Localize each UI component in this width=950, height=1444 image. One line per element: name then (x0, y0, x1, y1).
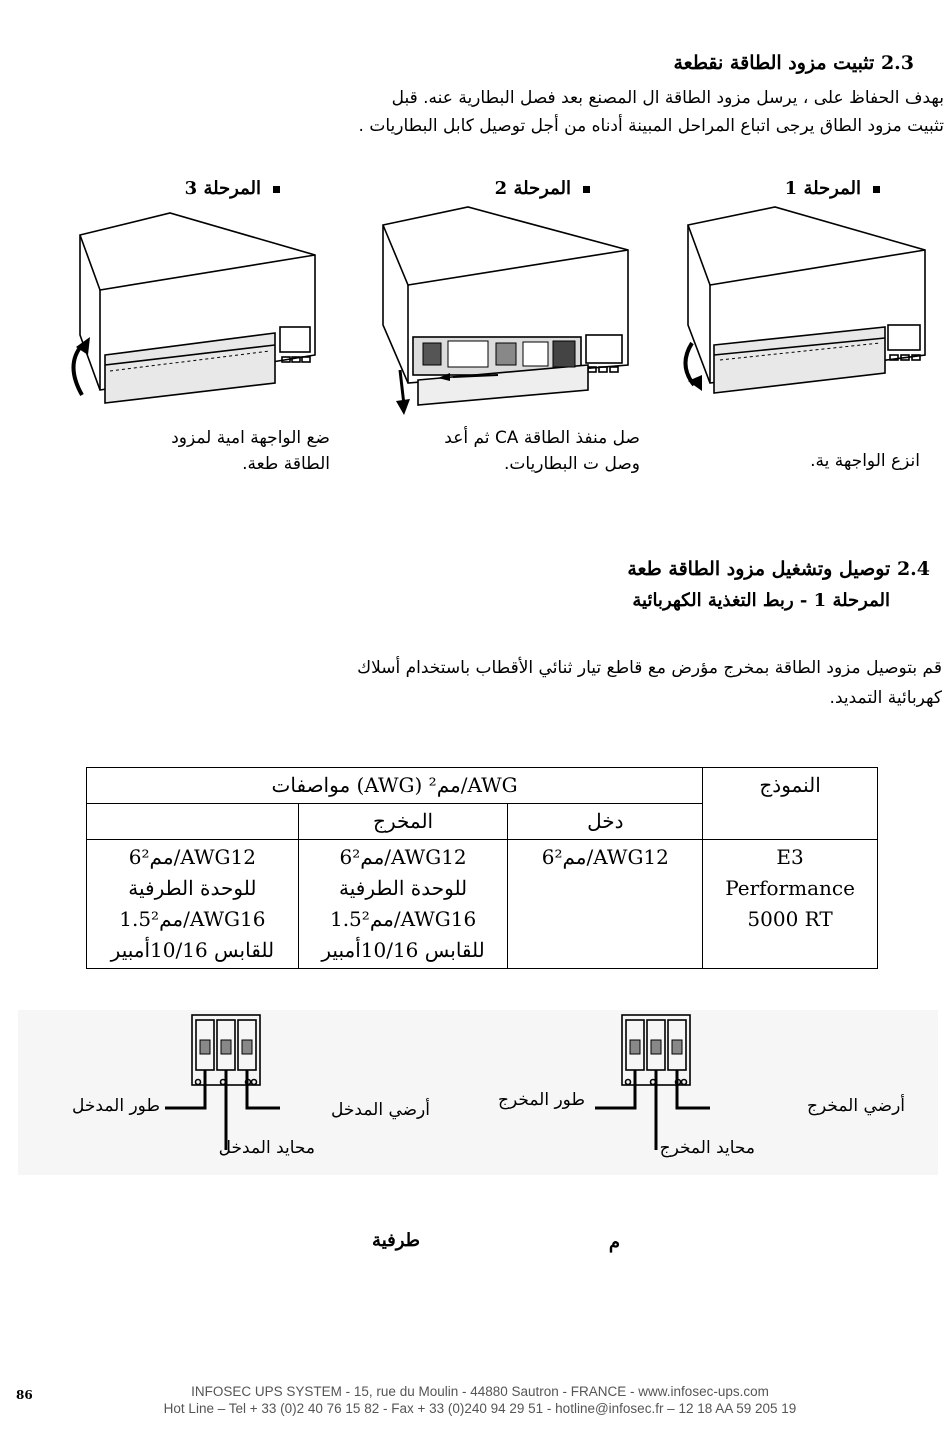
output-terminal-block (580, 1010, 720, 1150)
section-2-3-line-2: تثبيت مزود الطاق يرجى اتباع المراحل المبينة أدناه من أجل توصيل كابل البطاريات . (358, 116, 944, 136)
output-line-label: طور المخرج (498, 1090, 585, 1110)
stage-1-title: المرحلة 1 (690, 178, 880, 199)
page-number: 86 (16, 1388, 33, 1402)
stage-2-illustration (378, 205, 648, 425)
extra-cell: 6مم²/AWG12 للوحدة الطرفية 1.5مم²/AWG16 للقابس 10/16أمبير (87, 840, 299, 969)
stage-3-caption: ضع الواجهة امية لمزود الطاقة طعة. (171, 428, 330, 474)
section-2-4-title: 2.4 توصيل وتشغيل مزود الطاقة طعة (627, 558, 930, 580)
extra-header (87, 804, 299, 840)
diagram-caption-left: طرفية (372, 1230, 420, 1251)
output-cell: 6مم²/AWG12 للوحدة الطرفية 1.5مم²/AWG16 للقابس 10/16أمبير (298, 840, 508, 969)
input-terminal-block (150, 1010, 290, 1150)
stage-1-illustration (680, 205, 940, 420)
section-2-3-title: 2.3 تثبيت مزود الطاقة نقطعة (673, 52, 914, 74)
stage-3-illustration (60, 205, 340, 420)
stage-1-caption: انزع الواجهة ية. (810, 451, 920, 471)
footer (80, 1383, 880, 1417)
input-neutral-label: محايد المدخل (218, 1138, 315, 1158)
input-cell: 6مم²/AWG12 (508, 840, 703, 969)
section-2-4-line-1: قم بتوصيل مزود الطاقة بمخرج مؤرض مع قاطع تيار ثنائي الأقطاب باستخدام أسلاك (357, 658, 942, 678)
footer-line-1: INFOSEC UPS SYSTEM - 15, rue du Moulin - 44880 Sautron - FRANCE - www.infosec-ups.com (191, 1384, 769, 1399)
model-header: النموذج (703, 768, 878, 840)
section-2-4-line-2: كهربائية التمديد. (829, 688, 942, 708)
bullet-icon (873, 186, 880, 193)
section-2-3-line-1: بهدف الحفاظ على ، يرسل مزود الطاقة ال المصنع بعد فصل البطارية عنه. قبل (391, 88, 944, 108)
output-neutral-label: محايد المخرج (659, 1138, 755, 1158)
section-2-4-subtitle: المرحلة 1 - ربط التغذية الكهربائية (632, 590, 890, 611)
footer-line-2: Hot Line – Tel + 33 (0)2 40 76 15 82 - Fax + 33 (0)240 94 29 51 - hotline@infosec.fr – 12 18 AA 59 205 19 (163, 1401, 797, 1416)
bullet-icon (583, 186, 590, 193)
spec-header: مواصفات (AWG) مم²/AWG (87, 768, 703, 804)
output-ground-label: أرضي المخرج (807, 1096, 905, 1116)
input-header: دخل (508, 804, 703, 840)
stage-2-caption: صل منفذ الطاقة CA ثم أعد وصل ت البطاريات. (444, 428, 640, 474)
wire-spec-table (86, 767, 878, 969)
output-header: المخرج (298, 804, 508, 840)
bullet-icon (273, 186, 280, 193)
model-cell: E3 Performance 5000 RT (703, 840, 878, 969)
stage-3-title: المرحلة 3 (100, 178, 280, 199)
input-line-label: طور المدخل (72, 1096, 160, 1116)
diagram-caption-right: م (608, 1232, 620, 1253)
input-ground-label: أرضي المدخل (331, 1100, 430, 1120)
stage-2-title: المرحلة 2 (400, 178, 590, 199)
